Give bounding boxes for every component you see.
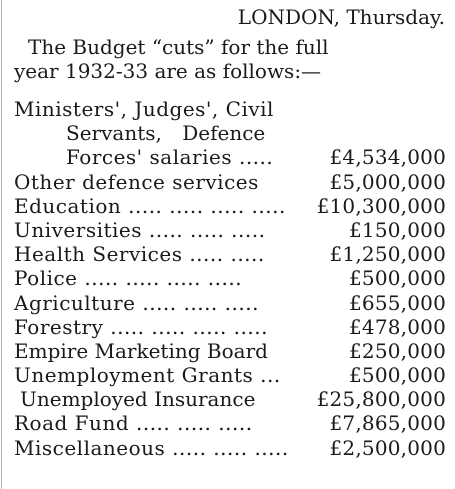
table-row: [14, 411, 446, 435]
table-row: [14, 339, 446, 363]
table-row: [14, 387, 446, 411]
intro-line-1: The Budget “cuts” for the full: [28, 35, 329, 59]
row-label: Other defence services: [14, 169, 259, 194]
row-label: Empire Marketing Board: [14, 338, 268, 363]
row-label: Servants, Defence: [66, 121, 266, 146]
row-label: Road Fund ..... ..... .....: [14, 411, 253, 436]
table-row: [14, 315, 446, 339]
table-row: [14, 436, 446, 460]
row-amount: £1,250,000: [329, 242, 446, 267]
row-amount: £150,000: [348, 217, 446, 242]
row-label: Police ..... ..... ..... .....: [14, 266, 243, 291]
column-rule: [1, 0, 2, 489]
table-row: [14, 145, 446, 169]
table-row: [14, 121, 446, 145]
table-row: [14, 194, 446, 218]
row-label: Forestry ..... ..... ..... .....: [14, 314, 268, 339]
row-amount: £500,000: [348, 266, 446, 291]
row-amount: £250,000: [348, 338, 446, 363]
intro-paragraph: [14, 35, 444, 83]
table-row: [14, 363, 446, 387]
row-amount: £4,534,000: [329, 145, 446, 170]
row-label: Ministers', Judges', Civil: [14, 97, 274, 121]
table-row: [14, 242, 446, 266]
dateline: LONDON, Thursday.: [237, 5, 445, 29]
table-row: [14, 170, 446, 194]
row-label: Agriculture ..... ..... .....: [14, 290, 259, 315]
table-row: [14, 291, 446, 315]
row-amount: £10,300,000: [316, 193, 446, 218]
row-label: Universities ..... ..... .....: [14, 217, 266, 242]
row-label: Education ..... ..... ..... .....: [14, 193, 286, 218]
row-amount: £25,800,000: [316, 387, 446, 412]
row-label: Unemployment Grants ...: [14, 363, 281, 388]
row-amount: £500,000: [348, 363, 446, 388]
row-amount: £7,865,000: [329, 411, 446, 436]
intro-line-2: year 1932-33 are as follows:—: [14, 59, 322, 83]
row-amount: £478,000: [348, 314, 446, 339]
table-row: [14, 97, 446, 121]
row-label: Miscellaneous ..... ..... .....: [14, 435, 289, 460]
row-label: Health Services ..... .....: [14, 242, 265, 267]
row-label: Forces' salaries .....: [66, 145, 274, 170]
table-row: [14, 218, 446, 242]
row-amount: £655,000: [348, 290, 446, 315]
table-row: [14, 266, 446, 290]
row-label: Unemployed Insurance: [20, 387, 256, 412]
budget-cuts-table: [14, 97, 446, 460]
row-amount: £5,000,000: [329, 169, 446, 194]
row-amount: £2,500,000: [329, 435, 446, 460]
